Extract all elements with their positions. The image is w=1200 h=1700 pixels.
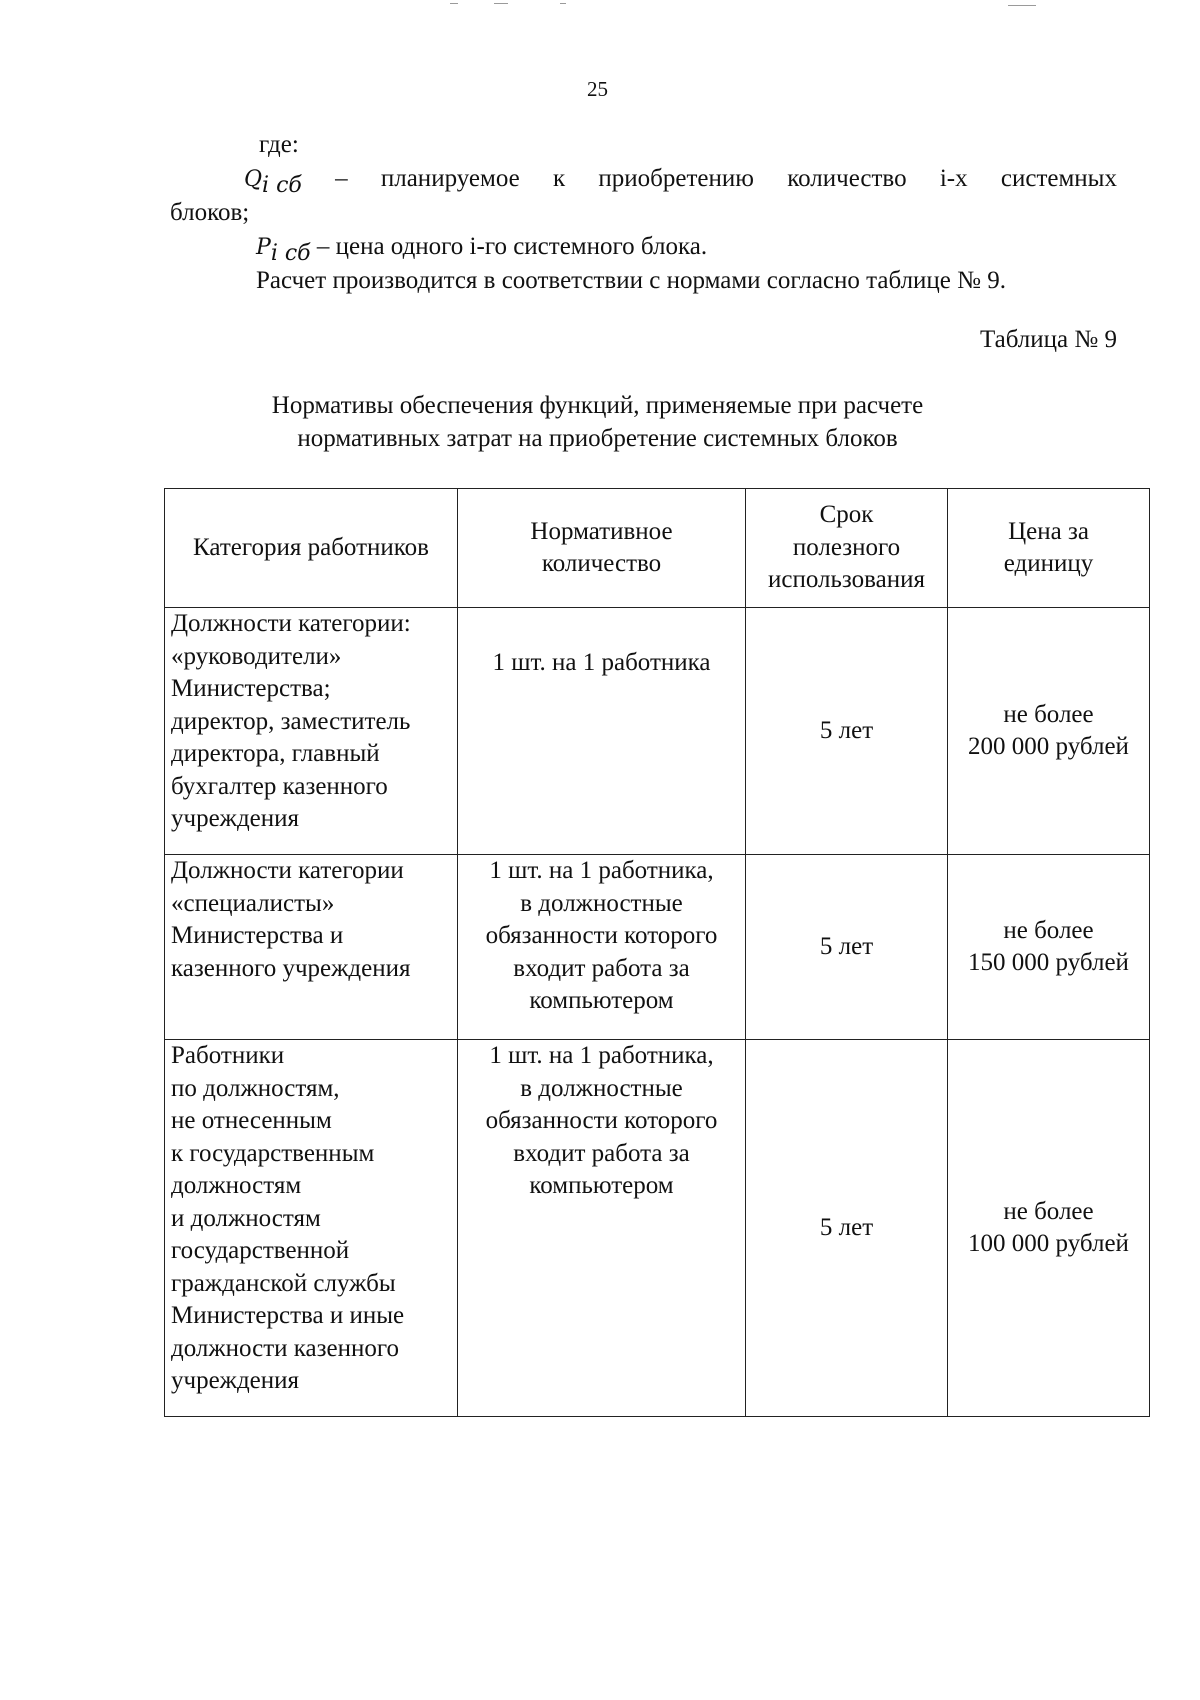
header-text: Срок [819, 501, 874, 529]
cell-text: «руководители» [171, 642, 342, 670]
header-text: Категория работников [193, 533, 429, 561]
word: количество [787, 165, 907, 192]
cell-text: не более [1003, 1197, 1094, 1225]
cell-term [746, 608, 948, 855]
word: i-х [939, 165, 968, 192]
header-text: Нормативное [530, 517, 673, 545]
cell-text: «специалисты» [171, 889, 335, 917]
word: системных [1000, 165, 1117, 192]
variable-q-symbol: Q [244, 167, 263, 192]
cell-price [948, 1040, 1150, 1417]
header-text: использования [768, 566, 925, 594]
cell-text: не более [1003, 916, 1094, 944]
cell-text: входит работа за [513, 1139, 690, 1167]
cell-text: директор, заместитель [171, 707, 411, 735]
cell-text: в должностные [520, 1074, 683, 1102]
table-label: Таблица № 9 [979, 326, 1117, 353]
cell-text: 1 шт. на 1 работника, [489, 1042, 714, 1069]
definition-q-line [244, 162, 1117, 202]
page-number: 25 [587, 77, 608, 101]
header-price [948, 489, 1150, 608]
cell-text: 200 000 рублей [968, 733, 1129, 760]
cell-text: должностям [171, 1172, 302, 1199]
header-text: полезного [792, 533, 901, 561]
table-row [165, 608, 1150, 855]
calculation-note: Расчет производится в соответствии с нормами согласно таблице № 9. [256, 267, 1006, 294]
cell-term [746, 855, 948, 1040]
cell-text: не более [1003, 700, 1094, 728]
norms-table [164, 488, 1150, 1417]
cell-text: государственной [171, 1237, 350, 1264]
cell-text: Министерства и иные [171, 1302, 405, 1329]
word: приобретению [598, 165, 754, 192]
word: планируемое [380, 165, 520, 192]
variable-p-subscript: i сб [270, 241, 311, 266]
variable-p-symbol: P [256, 235, 271, 260]
header-text: количество [541, 550, 662, 577]
definition-p-text: – цена одного i-го системного блока. [316, 233, 708, 260]
cell-text: не отнесенным [171, 1107, 332, 1134]
header-text: единицу [1003, 550, 1094, 577]
scan-artifact [450, 3, 458, 4]
header-text: Цена за [1008, 517, 1089, 545]
cell-text: 1 шт. на 1 работника, [489, 857, 714, 884]
cell-quantity [458, 1040, 746, 1417]
cell-text: 5 лет [819, 932, 874, 960]
cell-category [165, 1040, 458, 1417]
cell-text: и должностям [171, 1204, 321, 1232]
cell-text: Министерства и [171, 922, 344, 949]
scan-artifact [560, 3, 566, 4]
cell-quantity [458, 855, 746, 1040]
cell-text: 5 лет [819, 1213, 874, 1241]
caption-line: нормативных затрат на приобретение системных блоков [297, 425, 898, 452]
cell-text: бухгалтер казенного [171, 772, 388, 800]
cell-text: 150 000 рублей [968, 949, 1129, 976]
dash: – [335, 165, 348, 192]
cell-text: казенного учреждения [171, 954, 411, 982]
variable-q-subscript: i сб [262, 173, 302, 198]
definition-q [244, 162, 1117, 202]
cell-term [746, 1040, 948, 1417]
table-row [165, 855, 1150, 1040]
header-category [165, 489, 458, 608]
cell-text: должности казенного [171, 1334, 400, 1362]
cell-text: обязанности которого [485, 1107, 718, 1134]
where-label: где: [259, 131, 299, 158]
cell-text: компьютером [529, 1172, 674, 1199]
cell-text: входит работа за [513, 954, 690, 982]
header-quantity [458, 489, 746, 608]
cell-text: гражданской службы [171, 1269, 396, 1297]
cell-text: 100 000 рублей [968, 1230, 1129, 1257]
cell-text: 5 лет [819, 716, 874, 744]
table-caption [0, 389, 1195, 455]
scan-artifact [494, 3, 508, 4]
cell-quantity [458, 608, 746, 855]
caption-line: Нормативы обеспечения функций, применяемые при расчете [271, 392, 924, 419]
table-row [165, 1040, 1150, 1417]
cell-text: по должностям, [171, 1074, 340, 1102]
cell-text: Должности категории [171, 857, 404, 884]
cell-text: учреждения [171, 805, 300, 832]
cell-text: директора, главный [171, 740, 380, 767]
cell-text: Работники [171, 1042, 285, 1069]
cell-text: учреждения [171, 1367, 300, 1394]
cell-price [948, 608, 1150, 855]
cell-text: 1 шт. на 1 работника [492, 649, 711, 676]
cell-text: Министерства; [171, 675, 331, 702]
cell-text: в должностные [520, 889, 683, 917]
word: к [553, 165, 566, 192]
cell-category [165, 855, 458, 1040]
cell-text: Должности категории: [171, 610, 411, 637]
definition-q-continuation: блоков; [170, 199, 250, 226]
variable-q [244, 162, 302, 202]
cell-text: обязанности которого [485, 922, 718, 949]
table-header-row [165, 489, 1150, 608]
cell-price [948, 855, 1150, 1040]
cell-category [165, 608, 458, 855]
cell-text: компьютером [529, 987, 674, 1014]
scan-artifact [1008, 5, 1036, 6]
cell-text: к государственным [171, 1139, 375, 1167]
header-term [746, 489, 948, 608]
